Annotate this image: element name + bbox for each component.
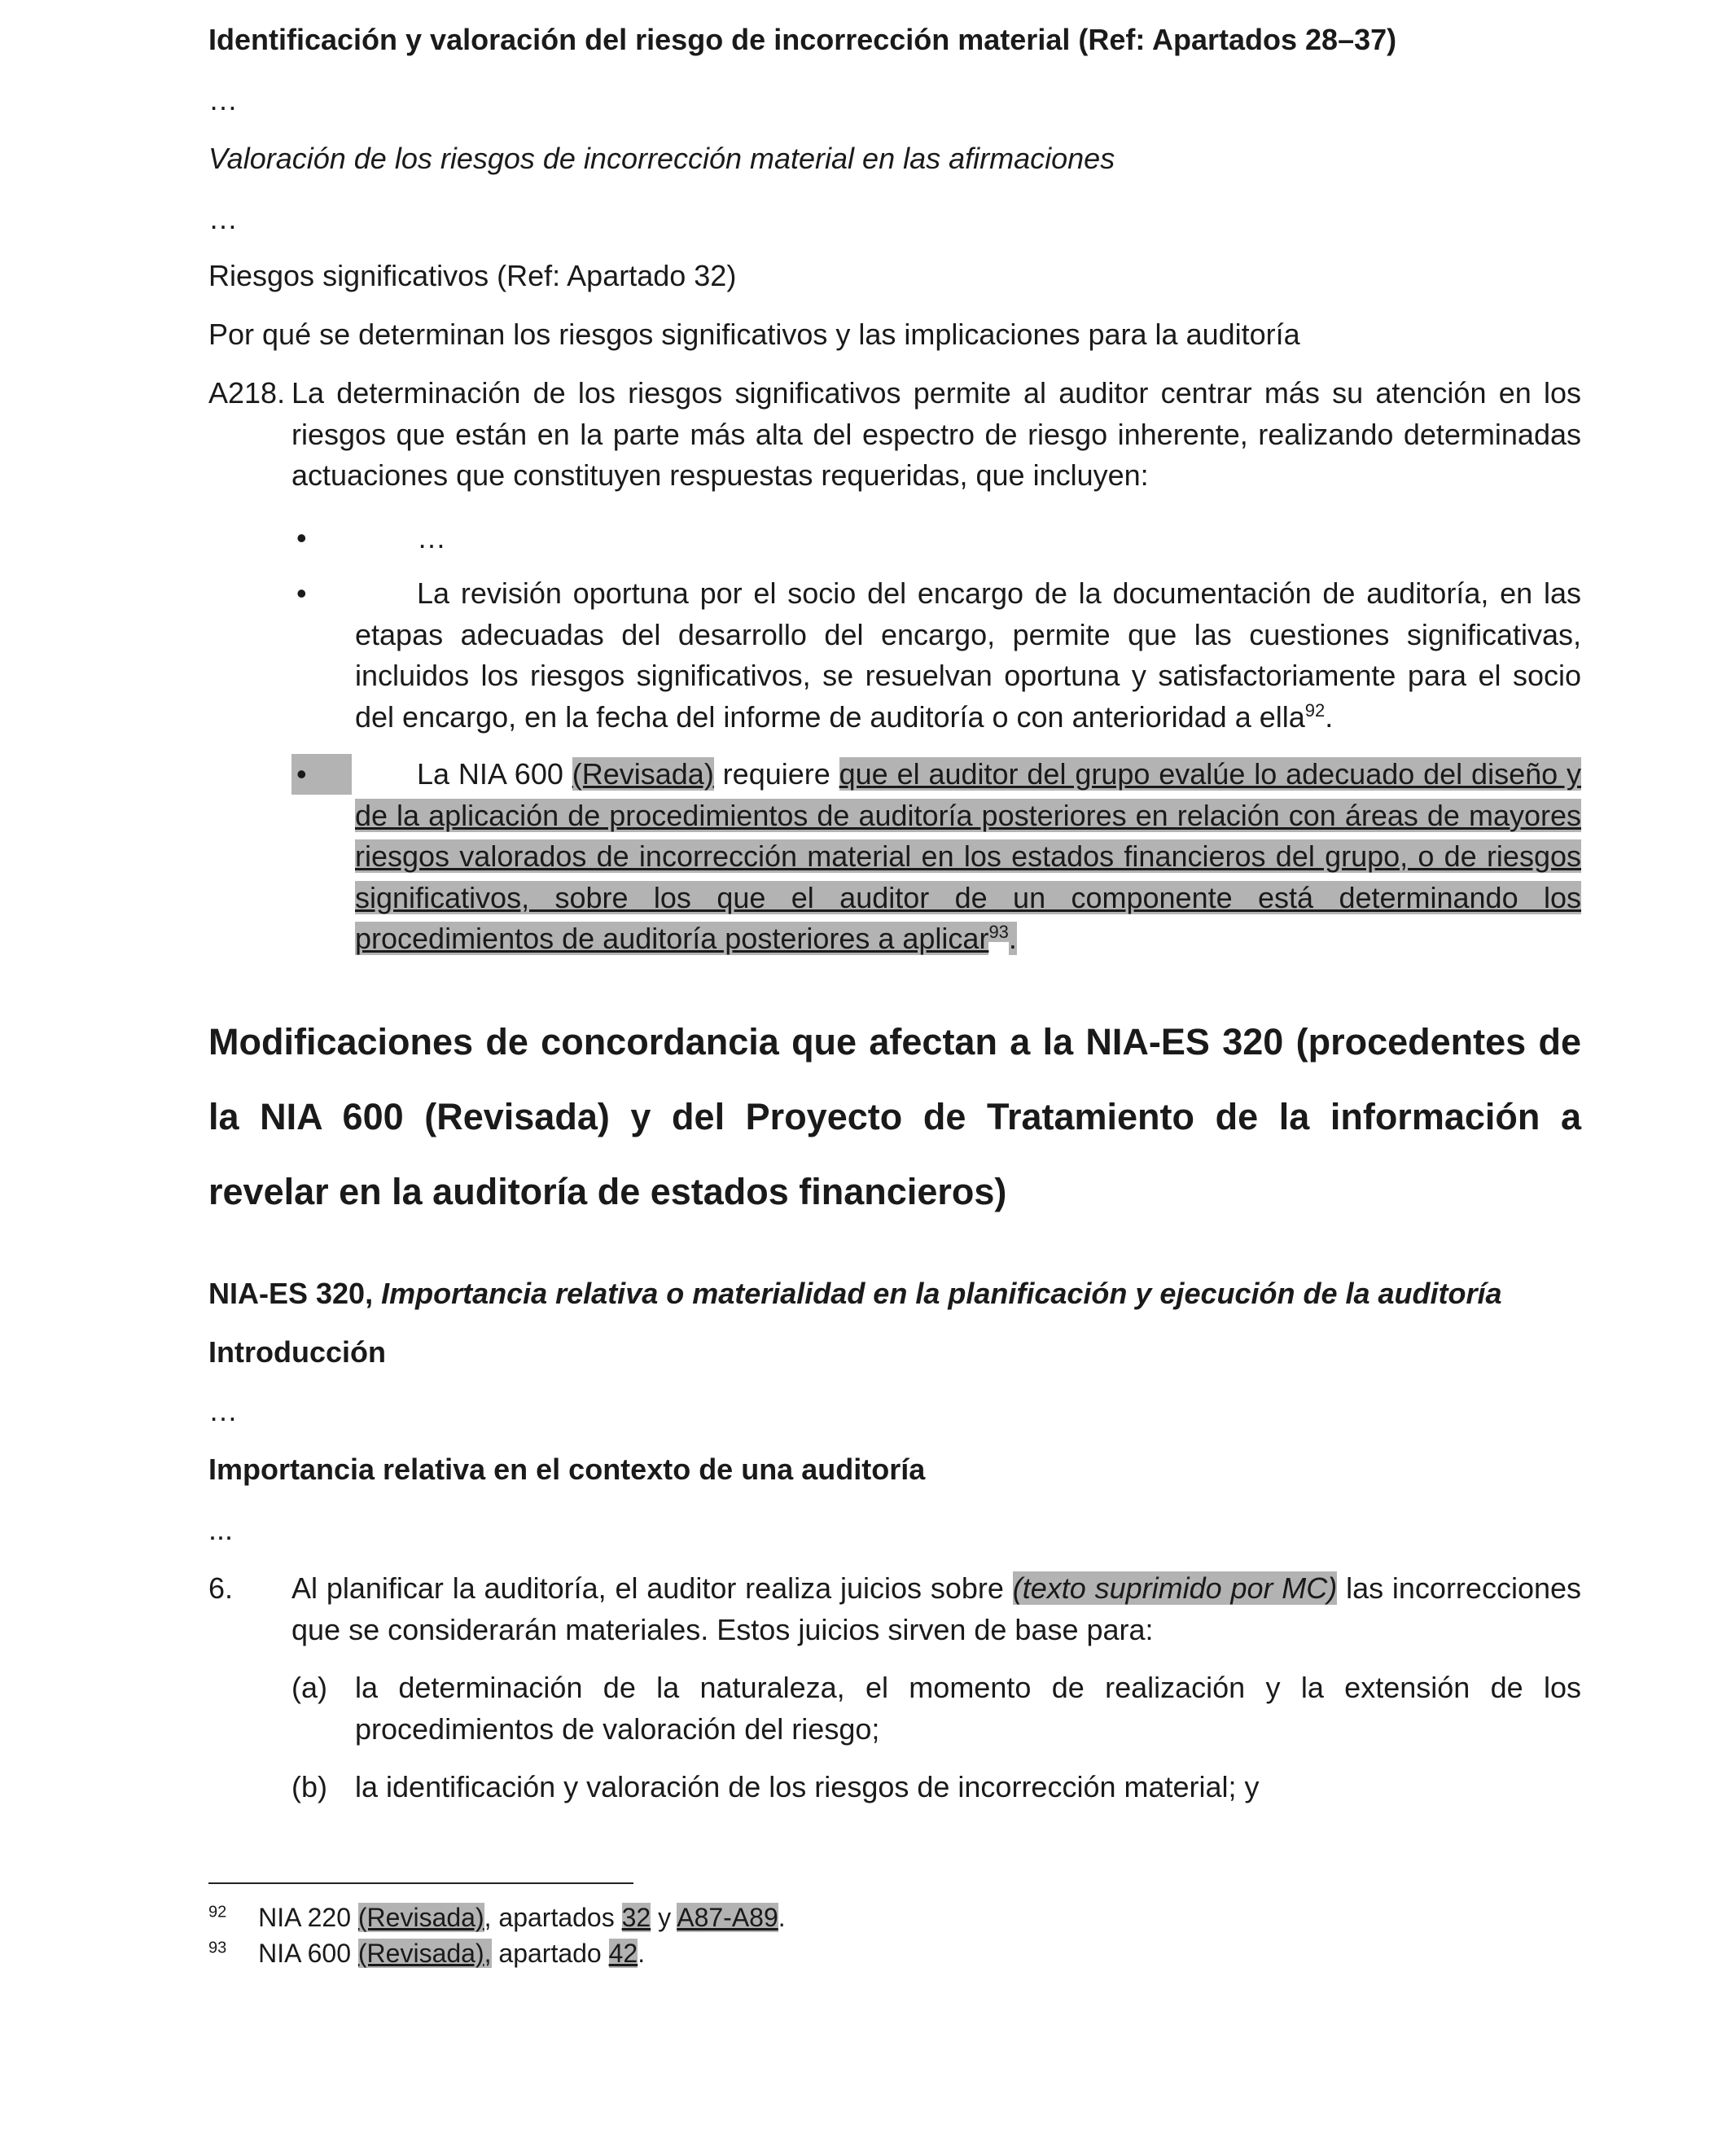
intro-heading: Introducción	[208, 1335, 386, 1369]
footnote-separator	[208, 1882, 633, 1884]
footnote	[208, 1936, 645, 1970]
item-label: (a)	[291, 1671, 327, 1704]
footnote-number: 93	[208, 1939, 227, 1957]
list-item: la identificación y valoración de los riesgos de incorrección material; y	[355, 1770, 1260, 1803]
standard-title	[208, 1273, 1502, 1314]
paragraph-text: Al planificar la auditoría, el auditor realiza juicios sobre	[291, 1571, 1013, 1605]
punctuation: .	[1008, 922, 1017, 955]
bullet-marker: •	[296, 576, 307, 610]
main-heading: Modificaciones de concordancia que afectan a la NIA-ES 320 (procedentes de la NIA 600 (Revisada) y del Proyecto de Tratamiento de la información a revelar en la auditoría de estados financieros)	[208, 1021, 1581, 1212]
ellipsis: …	[208, 202, 238, 235]
section-title: Identificación y valoración del riesgo de incorrección material (Ref: Apartados 28–37)	[208, 23, 1397, 56]
punctuation: .	[1325, 699, 1334, 734]
revision-mark: A87-A89	[677, 1903, 778, 1932]
footnote-text: , apartados	[484, 1903, 622, 1932]
revision-mark: (Revisada)	[357, 1903, 484, 1932]
footnote-text: .	[638, 1939, 646, 1968]
ellipsis: …	[208, 83, 238, 116]
footnote	[208, 1900, 786, 1935]
footnote-text: NIA 220	[258, 1903, 358, 1932]
ellipsis: ...	[208, 1513, 234, 1546]
bullet-marker-highlighted: •	[291, 754, 352, 795]
standard-code: NIA-ES 320,	[208, 1277, 374, 1310]
ellipsis: …	[208, 1394, 238, 1427]
subsection-title: Valoración de los riesgos de incorrección material en las afirmaciones	[208, 142, 1115, 175]
footnote-text: apartado	[491, 1939, 609, 1968]
bullet-text: requiere	[713, 757, 839, 791]
standard-name: Importancia relativa o materialidad en la planificación y ejecución de la auditoría	[381, 1277, 1502, 1310]
bullet-item	[355, 573, 1581, 738]
paragraph-text: las incorrecciones que se considerarán materiales. Estos juicios sirven de base para:	[291, 1571, 1582, 1646]
bullet-text: La NIA 600	[417, 757, 572, 791]
footnote-text: y	[651, 1903, 677, 1932]
footnote-text: .	[778, 1903, 786, 1932]
context-heading: Importancia relativa en el contexto de una auditoría	[208, 1453, 926, 1486]
risks-heading: Riesgos significativos (Ref: Apartado 32)	[208, 259, 737, 292]
list-item: la determinación de la naturaleza, el momento de realización y la extensión de los procedimientos de valoración del riesgo;	[355, 1671, 1581, 1746]
paragraph-a218: La determinación de los riesgos significativos permite al auditor centrar más su atención en los riesgos que están en la parte más alta del espectro de riesgo inherente, realizando determinadas actuaciones que constituyen respuestas requeridas, que incluyen:	[291, 376, 1581, 492]
revision-mark: (Revisada)	[572, 757, 714, 791]
footnote-text: NIA 600	[258, 1939, 358, 1968]
item-label: (b)	[291, 1770, 327, 1803]
suppressed-text: (texto suprimido por MC)	[1012, 1571, 1338, 1605]
bullet-item-highlighted	[355, 754, 1581, 960]
bullet-marker: •	[296, 521, 307, 554]
inserted-text: que el auditor del grupo evalúe lo adecuado del diseño y de la aplicación de procedimientos de auditoría posteriores en relación con áreas de mayores riesgos valorados de incorrección material en los estados financieros del grupo, o de riesgos significativos, sobre los que el auditor de un componente está determinando los procedimientos de auditoría posteriores a aplicar	[355, 757, 1581, 955]
footnote-ref[interactable]: 93	[988, 922, 1009, 942]
bullet-text: La revisión oportuna por el socio del encargo de la documentación de auditoría, en las etapas adecuadas del desarrollo del encargo, permite que las cuestiones significativas, incluidos los riesgos significativos, se resuelvan oportuna y satisfactoriamente para el socio del encargo, en la fecha del informe de auditoría o con anterioridad a ella	[355, 576, 1581, 734]
revision-mark: 42	[608, 1939, 638, 1968]
why-heading: Por qué se determinan los riesgos significativos y las implicaciones para la auditoría	[208, 318, 1300, 351]
revision-mark: 32	[621, 1903, 651, 1932]
footnote-ref[interactable]: 92	[1304, 699, 1326, 721]
footnote-number: 92	[208, 1903, 227, 1922]
bullet-item: …	[417, 521, 446, 554]
revision-mark: (Revisada),	[357, 1939, 492, 1968]
paragraph-number: 6.	[208, 1571, 234, 1605]
paragraph-number: A218.	[208, 376, 286, 410]
paragraph-6	[291, 1568, 1581, 1650]
